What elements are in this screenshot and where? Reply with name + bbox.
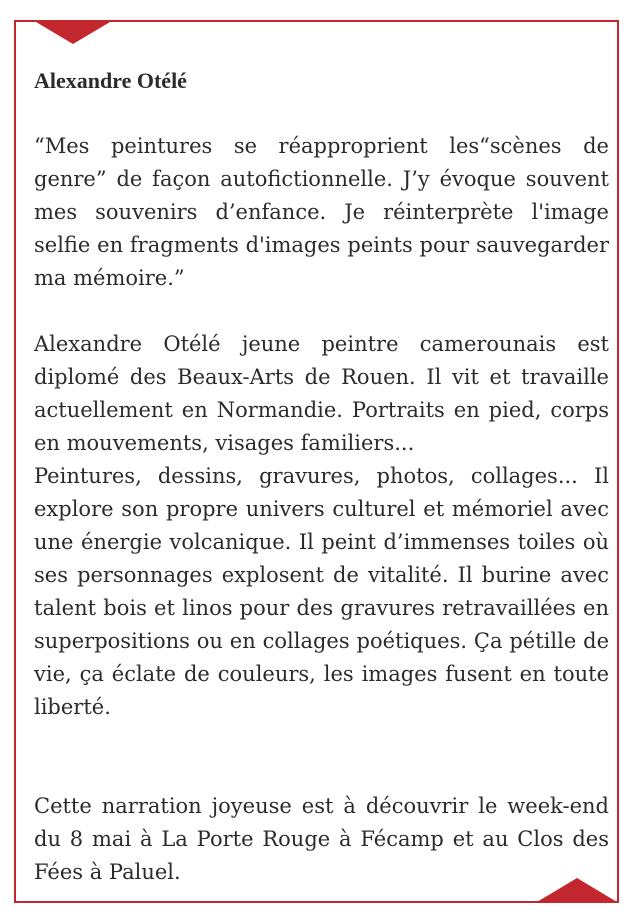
artist-quote: “Mes peintures se réapproprient les“scènes de genre” de façon autofictionnelle. J’y évoque souvent mes souvenirs d’enfance. Je réinterprète l'image selfie en fragments d'images peints pour sauvegarder ma mémoire.” [34,134,609,290]
article-content [34,64,609,889]
artist-bio: Alexandre Otélé jeune peintre camerounais est diplomé des Beaux-Arts de Rouen. Il vit et travaille actuellement en Normandie. Portraits en pied, corps en mouvements, visages familiers... [34,332,609,455]
top-corner-decoration [36,22,110,44]
spacer [34,724,609,790]
event-info: Cette narration joyeuse est à découvrir le week-end du 8 mai à La Porte Rouge à Fécamp et au Clos des Fées à Paluel. [34,794,609,884]
article-card [14,20,619,903]
artist-description: Peintures, dessins, gravures, photos, collages... Il explore son propre univers culturel et mémoriel avec une énergie volcanique. Il peint d’immenses toiles où ses personnages explosent de vitalité. Il burine avec talent bois et linos pour des gravures retravaillées en superpositions ou en collages poétiques. Ça pétille de vie, ça éclate de couleurs, les images fusent en toute liberté. [34,464,609,719]
author-name: Alexandre Otélé [34,68,187,93]
spacer [34,295,609,328]
